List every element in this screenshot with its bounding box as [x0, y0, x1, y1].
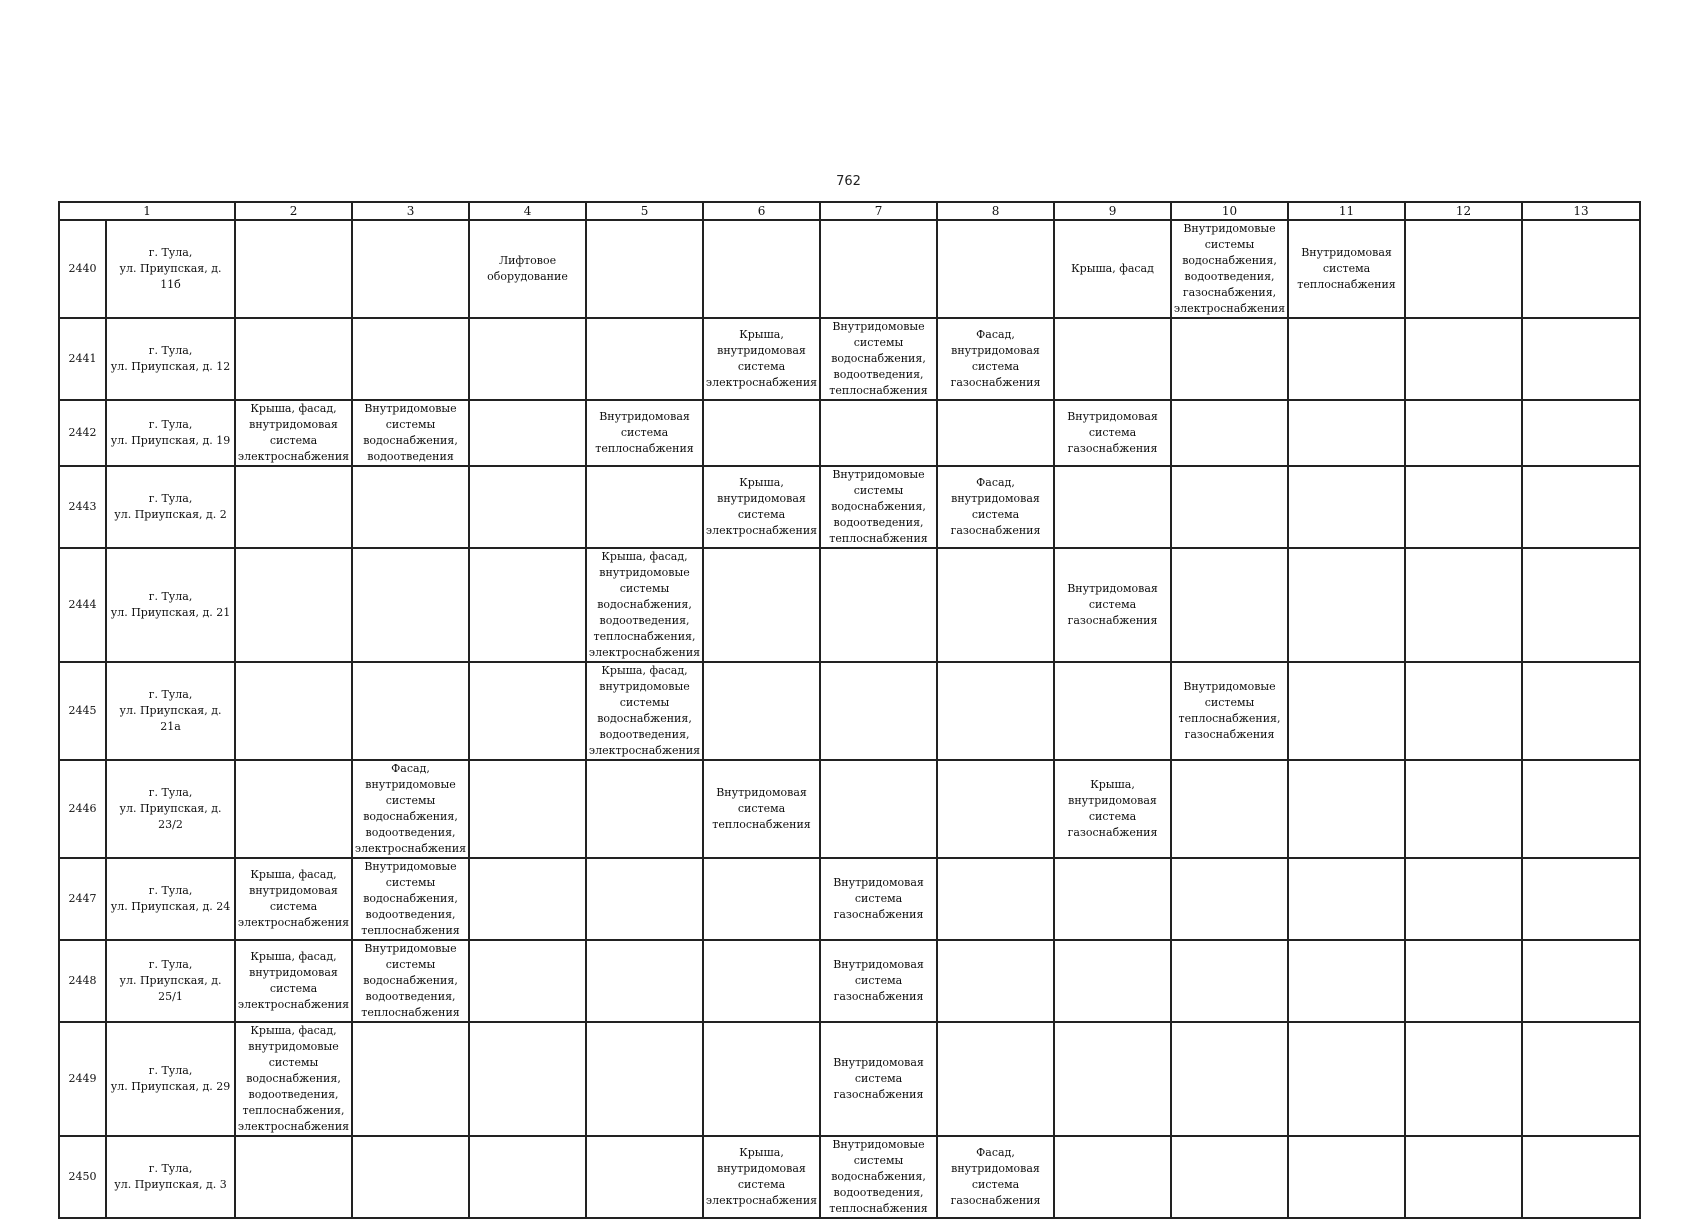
table-row [59, 858, 1640, 940]
address-cell: г. Тула, ул. Приупская, д. 24 [106, 858, 235, 940]
work-cell [469, 548, 586, 662]
work-cell [1288, 400, 1405, 466]
row-number-cell: 2444 [59, 548, 106, 662]
work-cell [820, 662, 937, 760]
work-cell [1405, 400, 1522, 466]
work-cell [586, 1136, 703, 1218]
column-header: 8 [937, 202, 1054, 220]
column-header: 12 [1405, 202, 1522, 220]
work-cell [703, 858, 820, 940]
work-cell [937, 760, 1054, 858]
work-cell [1171, 1136, 1288, 1218]
work-cell [1171, 760, 1288, 858]
work-cell [703, 662, 820, 760]
work-cell [235, 1136, 352, 1218]
column-header: 3 [352, 202, 469, 220]
row-number-cell: 2450 [59, 1136, 106, 1218]
work-cell: Внутридомовые системы водоснабжения, водоотведения, теплоснабжения [352, 940, 469, 1022]
work-cell [1171, 858, 1288, 940]
page-number: 762 [836, 174, 861, 189]
row-number-cell: 2449 [59, 1022, 106, 1136]
work-cell: Фасад, внутридомовая система газоснабжения [937, 466, 1054, 548]
work-cell [1522, 1136, 1640, 1218]
work-cell [1288, 940, 1405, 1022]
column-header: 5 [586, 202, 703, 220]
table-row [59, 1136, 1640, 1218]
work-cell [352, 662, 469, 760]
row-number-cell: 2441 [59, 318, 106, 400]
work-cell: Внутридомовые системы теплоснабжения, газоснабжения [1171, 662, 1288, 760]
work-cell [352, 220, 469, 318]
work-cell [1405, 220, 1522, 318]
work-cell [469, 662, 586, 760]
work-cell [235, 662, 352, 760]
address-cell: г. Тула, ул. Приупская, д. 23/2 [106, 760, 235, 858]
work-cell [1522, 466, 1640, 548]
work-cell [1522, 318, 1640, 400]
work-cell: Крыша, внутридомовая система электроснабжения [703, 318, 820, 400]
column-header: 11 [1288, 202, 1405, 220]
work-cell [1171, 548, 1288, 662]
address-cell: г. Тула, ул. Приупская, д. 29 [106, 1022, 235, 1136]
column-header: 10 [1171, 202, 1288, 220]
work-cell [586, 760, 703, 858]
work-cell [469, 1136, 586, 1218]
work-cell: Фасад, внутридомовая система газоснабжения [937, 318, 1054, 400]
work-cell [1522, 858, 1640, 940]
work-cell [586, 1022, 703, 1136]
work-cell: Внутридомовые системы водоснабжения, водоотведения [352, 400, 469, 466]
work-cell [352, 318, 469, 400]
work-cell [820, 760, 937, 858]
work-cell: Крыша, внутридомовая система электроснабжения [703, 466, 820, 548]
work-cell [1171, 318, 1288, 400]
work-cell: Крыша, фасад, внутридомовая система электроснабжения [235, 858, 352, 940]
work-cell [937, 400, 1054, 466]
work-cell [703, 940, 820, 1022]
work-cell [1288, 548, 1405, 662]
work-cell [703, 1022, 820, 1136]
work-cell [1522, 548, 1640, 662]
work-cell [1522, 1022, 1640, 1136]
address-cell: г. Тула, ул. Приупская, д. 19 [106, 400, 235, 466]
work-cell: Внутридомовая система газоснабжения [820, 858, 937, 940]
work-cell: Внутридомовые системы водоснабжения, водоотведения, теплоснабжения [820, 318, 937, 400]
repair-schedule-table [58, 201, 1641, 1219]
table-row [59, 318, 1640, 400]
work-cell [235, 760, 352, 858]
work-cell: Крыша, фасад [1054, 220, 1171, 318]
row-number-cell: 2447 [59, 858, 106, 940]
work-cell [1522, 940, 1640, 1022]
work-cell [1171, 940, 1288, 1022]
work-cell [586, 318, 703, 400]
work-cell [586, 858, 703, 940]
table-row [59, 1022, 1640, 1136]
table-row [59, 662, 1640, 760]
work-cell [469, 466, 586, 548]
table-row [59, 220, 1640, 318]
work-cell [1405, 1022, 1522, 1136]
work-cell [820, 400, 937, 466]
work-cell [820, 548, 937, 662]
work-cell [1522, 400, 1640, 466]
work-cell [1288, 760, 1405, 858]
column-header: 13 [1522, 202, 1640, 220]
work-cell [1405, 548, 1522, 662]
work-cell [820, 220, 937, 318]
work-cell [1522, 220, 1640, 318]
work-cell: Крыша, фасад, внутридомовые системы водоснабжения, водоотведения, электроснабжения [586, 662, 703, 760]
address-cell: г. Тула, ул. Приупская, д. 12 [106, 318, 235, 400]
address-cell: г. Тула, ул. Приупская, д. 3 [106, 1136, 235, 1218]
work-cell: Внутридомовая система теплоснабжения [586, 400, 703, 466]
table-row [59, 466, 1640, 548]
work-cell: Внутридомовая система газоснабжения [1054, 548, 1171, 662]
work-cell [703, 548, 820, 662]
work-cell: Внутридомовая система газоснабжения [820, 1022, 937, 1136]
work-cell [469, 400, 586, 466]
work-cell [703, 220, 820, 318]
work-cell: Крыша, фасад, внутридомовая система электроснабжения [235, 940, 352, 1022]
row-number-cell: 2443 [59, 466, 106, 548]
table-row [59, 940, 1640, 1022]
work-cell [937, 940, 1054, 1022]
column-header: 7 [820, 202, 937, 220]
work-cell [352, 1136, 469, 1218]
work-cell [1054, 466, 1171, 548]
address-cell: г. Тула, ул. Приупская, д. 2 [106, 466, 235, 548]
table-row [59, 400, 1640, 466]
work-cell: Крыша, фасад, внутридомовая система электроснабжения [235, 400, 352, 466]
work-cell [1522, 760, 1640, 858]
work-cell [937, 548, 1054, 662]
header-row [59, 202, 1640, 220]
work-cell [352, 548, 469, 662]
work-cell: Крыша, фасад, внутридомовые системы водоснабжения, водоотведения, теплоснабжения, электроснабжения [235, 1022, 352, 1136]
work-cell [235, 466, 352, 548]
work-cell: Крыша, внутридомовая система электроснабжения [703, 1136, 820, 1218]
work-cell [235, 220, 352, 318]
work-cell [586, 466, 703, 548]
work-cell [1054, 858, 1171, 940]
address-cell: г. Тула, ул. Приупская, д. 11б [106, 220, 235, 318]
work-cell: Крыша, фасад, внутридомовые системы водоснабжения, водоотведения, теплоснабжения, электроснабжения [586, 548, 703, 662]
work-cell [235, 548, 352, 662]
work-cell [469, 318, 586, 400]
work-cell: Внутридомовые системы водоснабжения, водоотведения, теплоснабжения [820, 1136, 937, 1218]
work-cell [937, 220, 1054, 318]
work-cell [1288, 466, 1405, 548]
work-cell [352, 466, 469, 548]
work-cell [469, 1022, 586, 1136]
table-row [59, 548, 1640, 662]
column-header: 9 [1054, 202, 1171, 220]
work-cell [1405, 940, 1522, 1022]
row-number-cell: 2440 [59, 220, 106, 318]
row-number-cell: 2448 [59, 940, 106, 1022]
column-header: 2 [235, 202, 352, 220]
work-cell [235, 318, 352, 400]
work-cell [937, 858, 1054, 940]
work-cell [469, 940, 586, 1022]
work-cell [703, 400, 820, 466]
work-cell: Внутридомовые системы водоснабжения, водоотведения, газоснабжения, электроснабжения [1171, 220, 1288, 318]
work-cell: Внутридомовая система теплоснабжения [1288, 220, 1405, 318]
work-cell [1288, 662, 1405, 760]
row-number-cell: 2442 [59, 400, 106, 466]
work-cell [1288, 1022, 1405, 1136]
table-body [59, 220, 1640, 1218]
work-cell [1054, 318, 1171, 400]
address-cell: г. Тула, ул. Приупская, д. 21а [106, 662, 235, 760]
work-cell [1405, 1136, 1522, 1218]
work-cell [1405, 760, 1522, 858]
work-cell: Фасад, внутридомовая система газоснабжения [937, 1136, 1054, 1218]
work-cell [1171, 466, 1288, 548]
work-cell [1054, 1136, 1171, 1218]
row-number-cell: 2446 [59, 760, 106, 858]
work-cell [1405, 318, 1522, 400]
row-number-cell: 2445 [59, 662, 106, 760]
address-cell: г. Тула, ул. Приупская, д. 25/1 [106, 940, 235, 1022]
work-cell: Внутридомовые системы водоснабжения, водоотведения, теплоснабжения [352, 858, 469, 940]
work-cell: Лифтовое оборудование [469, 220, 586, 318]
address-cell: г. Тула, ул. Приупская, д. 21 [106, 548, 235, 662]
work-cell [1405, 858, 1522, 940]
work-cell: Внутридомовая система теплоснабжения [703, 760, 820, 858]
work-cell [1054, 1022, 1171, 1136]
work-cell [1522, 662, 1640, 760]
work-cell [1288, 318, 1405, 400]
work-cell: Внутридомовая система газоснабжения [820, 940, 937, 1022]
work-cell [1054, 940, 1171, 1022]
work-cell [937, 1022, 1054, 1136]
work-cell [469, 760, 586, 858]
work-cell [469, 858, 586, 940]
column-header: 1 [59, 202, 235, 220]
work-cell [1171, 400, 1288, 466]
work-cell [586, 220, 703, 318]
work-cell [1405, 466, 1522, 548]
work-cell [1288, 858, 1405, 940]
work-cell: Фасад, внутридомовые системы водоснабжения, водоотведения, электроснабжения [352, 760, 469, 858]
column-header: 6 [703, 202, 820, 220]
work-cell [937, 662, 1054, 760]
work-cell [1054, 662, 1171, 760]
work-cell [586, 940, 703, 1022]
work-cell [1288, 1136, 1405, 1218]
work-cell [352, 1022, 469, 1136]
work-cell [1405, 662, 1522, 760]
column-header: 4 [469, 202, 586, 220]
work-cell: Крыша, внутридомовая система газоснабжения [1054, 760, 1171, 858]
work-cell: Внутридомовые системы водоснабжения, водоотведения, теплоснабжения [820, 466, 937, 548]
table-row [59, 760, 1640, 858]
work-cell [1171, 1022, 1288, 1136]
work-cell: Внутридомовая система газоснабжения [1054, 400, 1171, 466]
